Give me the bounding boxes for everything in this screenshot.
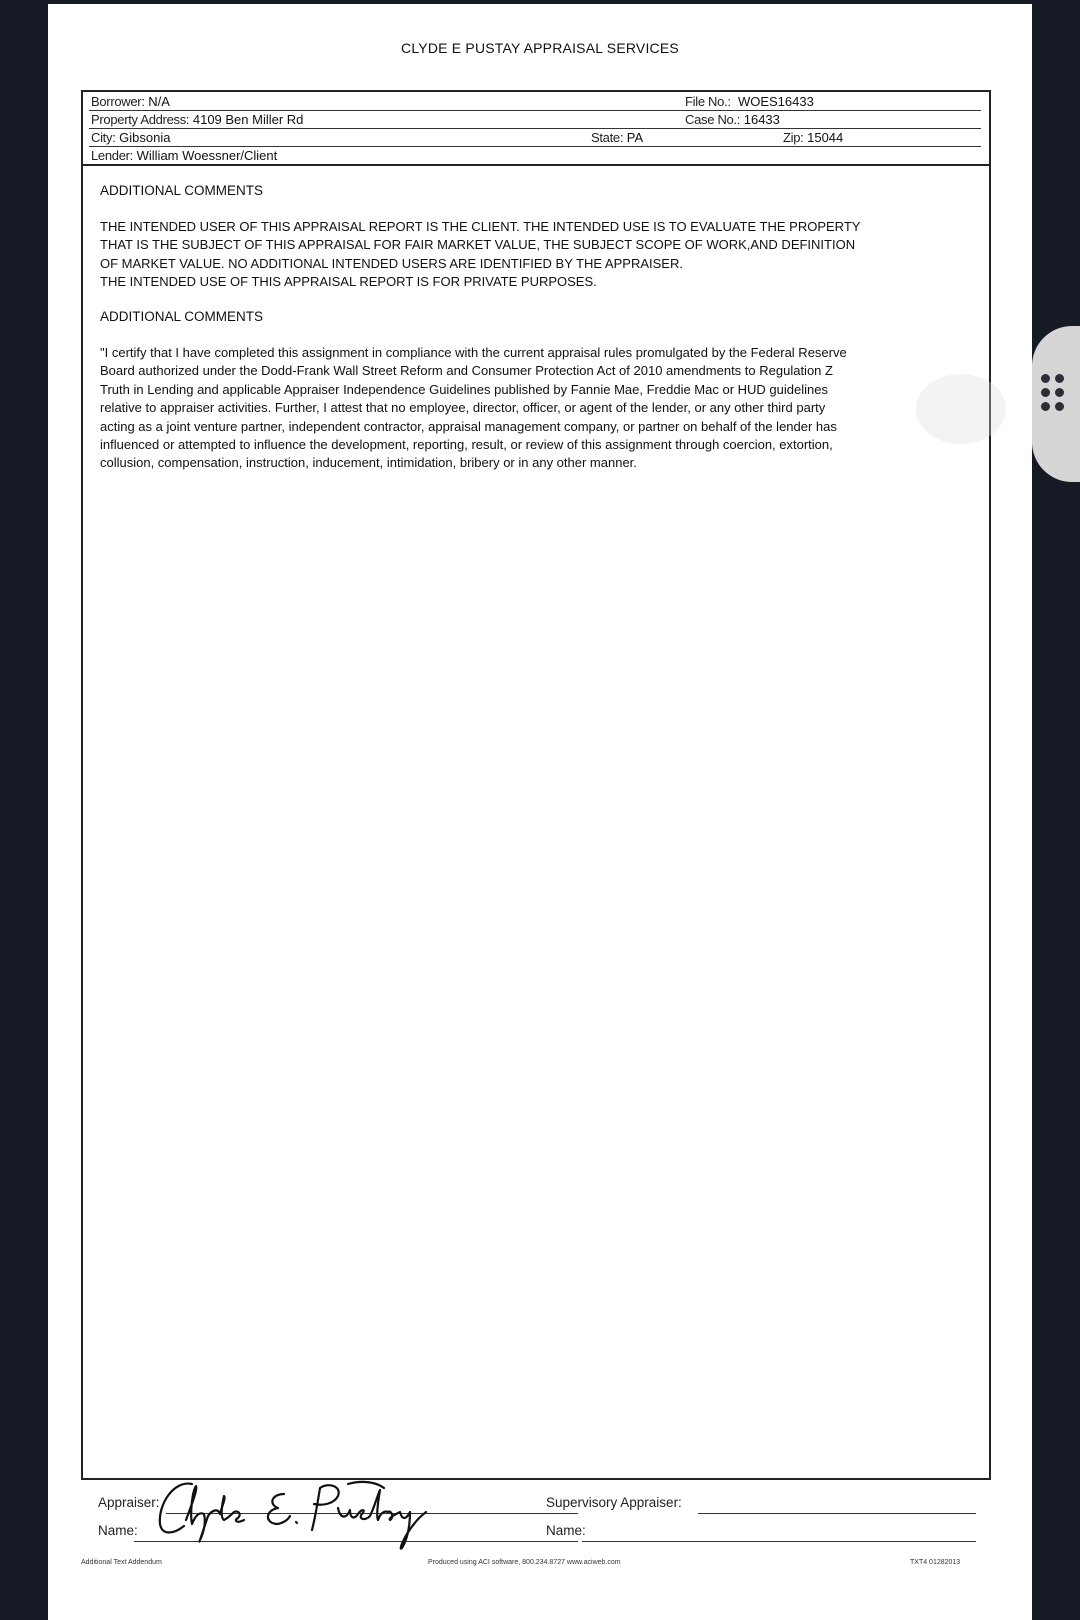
paragraph-line: collusion, compensation, instruction, inducement, intimidation, bribery or in any other manner.: [100, 455, 637, 471]
paragraph-line: OF MARKET VALUE. NO ADDITIONAL INTENDED USERS ARE IDENTIFIED BY THE APPRAISER.: [100, 255, 683, 271]
handwritten-signature: [152, 1474, 442, 1552]
property-address-row: [91, 111, 303, 129]
supervisory-name-rule: [582, 1541, 976, 1542]
appraiser-name-label: Name:: [98, 1523, 138, 1538]
overlay-touch-ripple: [916, 374, 1006, 444]
section-heading: ADDITIONAL COMMENTS: [100, 183, 264, 198]
appraiser-label: Appraiser:: [98, 1495, 160, 1510]
state-row: [591, 129, 643, 147]
state-label: State:: [591, 130, 624, 145]
case-no-row: [685, 111, 780, 129]
paragraph-line: THE INTENDED USE OF THIS APPRAISAL REPORT IS FOR PRIVATE PURPOSES.: [100, 274, 597, 290]
property-address-value: 4109 Ben Miller Rd: [192, 112, 304, 127]
borrower-value: N/A: [148, 94, 170, 109]
city-label: City:: [91, 130, 116, 145]
section-paragraph: [100, 344, 960, 473]
paragraph-line: "I certify that I have completed this assignment in compliance with the current appraisal rules promulgated by the Federal Reserve: [100, 345, 847, 360]
header-info-box: [81, 90, 991, 166]
paragraph-line: THE INTENDED USER OF THIS APPRAISAL REPORT IS THE CLIENT. THE INTENDED USE IS TO EVALUATE THE PROPERTY: [100, 219, 861, 234]
paragraph-line: THAT IS THE SUBJECT OF THIS APPRAISAL FOR FAIR MARKET VALUE, THE SUBJECT SCOPE OF WORK,AND DEFINITION: [100, 237, 856, 253]
file-no-row: [685, 93, 814, 111]
document-page: [48, 4, 1032, 1620]
paragraph-line: relative to appraiser activities. Further, I attest that no employee, director, officer, or agent of the lender, or any other third party: [100, 400, 826, 416]
property-address-label: Property Address:: [91, 112, 190, 127]
case-no-label: Case No.:: [685, 112, 741, 127]
city-row: [91, 129, 170, 147]
paragraph-line: acting as a joint venture partner, independent contractor, appraisal management company, or partner on behalf of the lender has: [100, 418, 837, 434]
borrower-label: Borrower:: [91, 94, 145, 109]
zip-row: [783, 129, 843, 147]
case-no-value: 16433: [743, 112, 780, 127]
lender-value: William Woessner/Client: [136, 148, 278, 163]
supervisory-appraiser-label: Supervisory Appraiser:: [546, 1495, 682, 1510]
supervisory-name-label: Name:: [546, 1523, 586, 1538]
state-value: PA: [626, 130, 644, 145]
header-rule: [89, 128, 981, 129]
footer-form-name: Additional Text Addendum: [81, 1559, 162, 1566]
footer-form-code: TXT4 01282013: [910, 1559, 961, 1566]
side-drag-handle[interactable]: [1032, 326, 1080, 482]
paragraph-line: Truth in Lending and applicable Appraiser Independence Guidelines published by Fannie Mae, Freddie Mac or HUD guidelines: [100, 381, 828, 397]
footer-software-credit: Produced using ACI software, 800.234.8727 www.aciweb.com: [428, 1559, 621, 1566]
section-paragraph: [100, 218, 960, 292]
paragraph-line: influenced or attempted to influence the development, reporting, result, or review of this assignment through coercion, extortion,: [100, 437, 833, 453]
zip-value: 15044: [807, 130, 844, 145]
borrower-row: [91, 93, 170, 111]
document-title: CLYDE E PUSTAY APPRAISAL SERVICES: [401, 40, 679, 56]
zip-label: Zip:: [783, 130, 804, 145]
file-no-value: WOES16433: [737, 94, 814, 109]
file-no-label: File No.:: [685, 94, 731, 109]
supervisory-signature-rule: [698, 1513, 976, 1514]
section-heading: ADDITIONAL COMMENTS: [100, 309, 264, 324]
lender-label: Lender:: [91, 148, 133, 163]
paragraph-line: Board authorized under the Dodd-Frank Wall Street Reform and Consumer Protection Act of 2010 amendments to Regulation Z: [100, 363, 833, 379]
city-value: Gibsonia: [119, 130, 171, 145]
lender-row: [91, 147, 277, 165]
